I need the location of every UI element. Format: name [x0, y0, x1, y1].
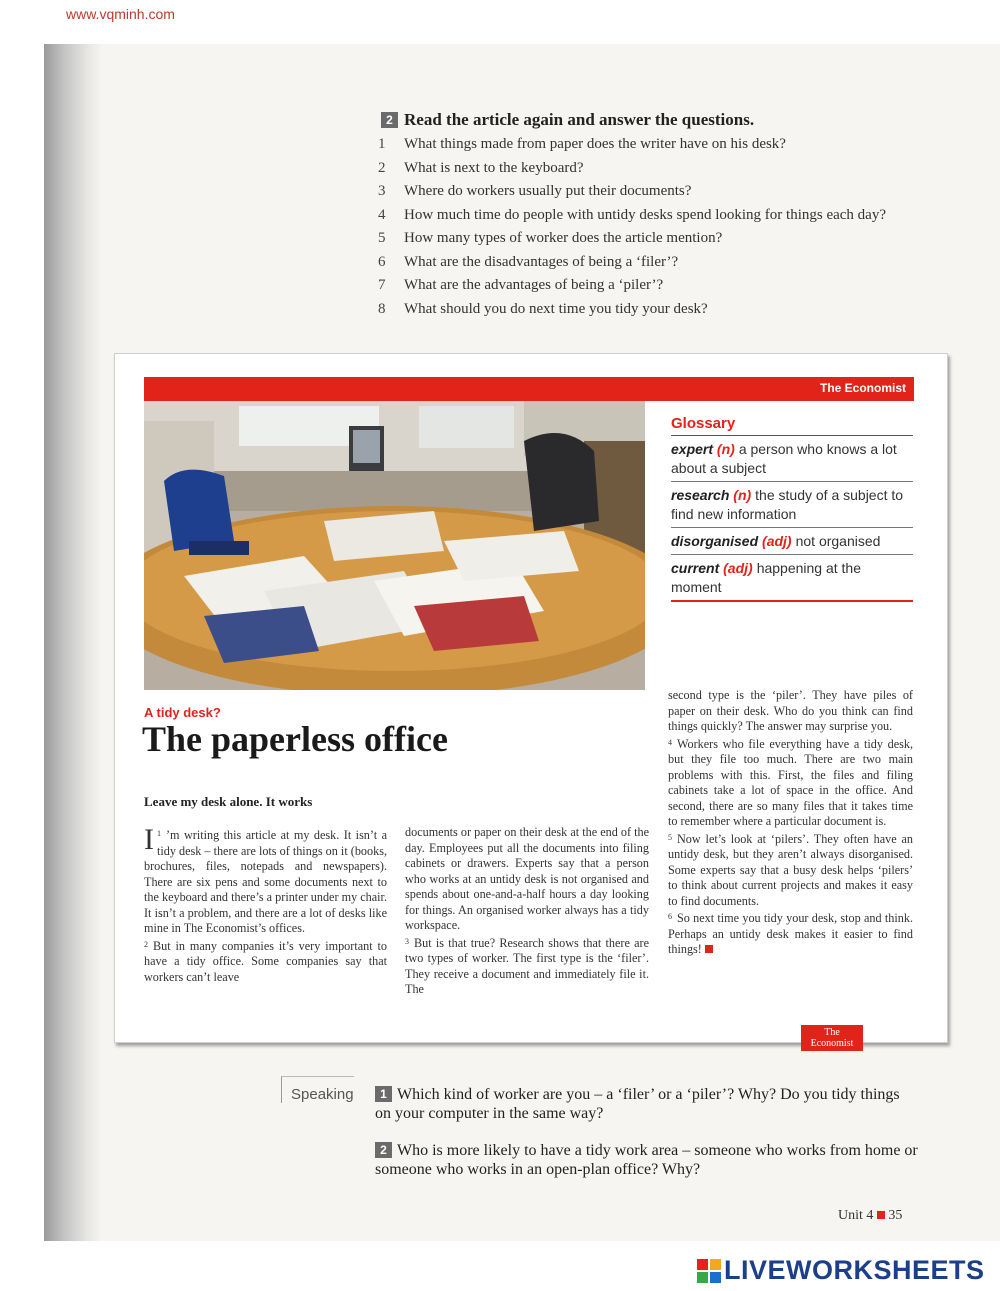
- paragraph-text: But is that true? Research shows that there are two types of worker. The first type is the ‘filer’. They receive a document and immediately file it. The: [405, 935, 649, 996]
- paragraph-text: Now let’s look at ‘pilers’. They often have an untidy desk, but they aren’t always disorganised. Some experts say that a busy desk helps ‘pilers’ to think about current projects and makes it easy to find documents.: [668, 831, 913, 908]
- paragraph-number: 5: [668, 832, 672, 842]
- logo-square: [710, 1259, 721, 1270]
- site-url[interactable]: www.vqminh.com: [66, 6, 175, 22]
- paragraph-text: But in many companies it’s very important to have a tidy office. Some companies say that workers can’t leave: [144, 938, 387, 984]
- paragraph-text: documents or paper on their desk at the end of the day. Employees put all the documents into filing cabinets or drawers. Experts say that a person who works at an untidy desk is not organised and spends about one-and-a-half hours a day looking for things. An organised worker always has a tidy workspace.: [405, 825, 649, 932]
- paragraph-number: 4: [668, 737, 672, 747]
- question-item: [378, 135, 918, 155]
- question-number: 5: [378, 230, 386, 246]
- office-desk-photo: [144, 401, 645, 690]
- glossary-entry: [671, 528, 913, 555]
- paragraph-number: 1: [157, 829, 161, 838]
- question-number: 1: [375, 1086, 392, 1102]
- logo-square: [710, 1272, 721, 1283]
- brand-name: LIVEWORKSHEETS: [724, 1255, 985, 1285]
- glossary-term: disorganised: [671, 533, 759, 549]
- question-text: Which kind of worker are you – a ‘filer’ or a ‘piler’? Why? Do you tidy things on your computer in the same way?: [375, 1086, 900, 1122]
- economist-logo: [801, 1025, 863, 1051]
- question-text: What things made from paper does the writer have on his desk?: [404, 136, 786, 152]
- speaking-question-1: [375, 1085, 915, 1123]
- question-text: How much time do people with untidy desks spend looking for things each day?: [404, 206, 886, 223]
- speaking-section-label: Speaking: [281, 1076, 354, 1103]
- paragraph-text: Workers who file everything have a tidy desk, but they file too much. There are two main problems with this. First, the files and filing cabinets take a lot of space in the office. And second, there are so many files that it takes time to remember where a particular document is.: [668, 736, 913, 828]
- article-column-1: [144, 823, 387, 985]
- paragraph-number: 2: [144, 939, 148, 949]
- exercise-number: 2: [381, 112, 398, 128]
- logo-grid-icon: [697, 1259, 721, 1283]
- glossary-entry: [671, 555, 913, 602]
- question-number: 3: [378, 183, 386, 199]
- question-number: 2: [378, 159, 386, 176]
- end-mark-icon: [705, 945, 713, 953]
- glossary-term: current: [671, 560, 720, 576]
- question-text: What is next to the keyboard?: [404, 159, 584, 176]
- part-of-speech: (adj): [762, 533, 792, 549]
- glossary-definition: happening at the moment: [671, 560, 862, 595]
- part-of-speech: (n): [733, 487, 752, 503]
- glossary-entry: [671, 482, 913, 528]
- question-text: What are the advantages of being a ‘piler’?: [404, 277, 664, 293]
- question-item: [378, 253, 918, 273]
- article-kicker: A tidy desk?: [144, 705, 221, 720]
- logo-line: Economist: [810, 1038, 854, 1049]
- question-item: [378, 300, 918, 320]
- paragraph-number: 6: [668, 912, 672, 921]
- unit-label: Unit 4: [838, 1208, 874, 1223]
- book-spine-shadow: [44, 44, 102, 1241]
- drop-cap: I: [144, 823, 154, 856]
- question-text: What should you do next time you tidy your desk?: [404, 300, 708, 317]
- part-of-speech: (adj): [723, 560, 753, 576]
- glossary-title: Glossary: [671, 415, 913, 436]
- paragraph-text: second type is the ‘piler’. They have piles of paper on their desk. Who do you think can find things quickly? The answer may surprise you.: [668, 688, 913, 733]
- glossary-definition: not organised: [795, 533, 881, 549]
- exercise-title: [381, 110, 754, 130]
- page-number: 35: [888, 1208, 903, 1223]
- paragraph-number: 3: [405, 936, 409, 946]
- question-number: 7: [378, 277, 386, 293]
- article-header-bar: [144, 377, 914, 401]
- article-standfirst: Leave my desk alone. It works: [144, 794, 313, 809]
- glossary-term: research: [671, 487, 730, 503]
- question-number: 6: [378, 253, 386, 270]
- question-item: [378, 206, 918, 226]
- logo-square: [697, 1259, 708, 1270]
- question-number: 2: [375, 1142, 392, 1158]
- question-item: [378, 276, 918, 296]
- glossary-definition: the study of a subject to find new information: [671, 487, 904, 522]
- question-text: What are the disadvantages of being a ‘filer’?: [404, 253, 679, 270]
- article-column-2: [405, 825, 649, 998]
- glossary-definition: a person who knows a lot about a subject: [671, 441, 897, 476]
- speaking-question-2: [375, 1141, 925, 1179]
- question-number: 4: [378, 206, 386, 223]
- glossary-box: [671, 415, 913, 602]
- article-column-3: [668, 688, 913, 958]
- part-of-speech: (n): [716, 441, 735, 457]
- question-text: Where do workers usually put their documents?: [404, 183, 692, 199]
- question-number: 1: [378, 136, 386, 152]
- logo-square: [697, 1272, 708, 1283]
- source-label: The Economist: [819, 381, 906, 395]
- question-number: 8: [378, 300, 386, 317]
- article-headline: The paperless office: [142, 719, 448, 759]
- question-item: [378, 182, 918, 202]
- question-item: [378, 159, 918, 179]
- glossary-entry: [671, 436, 913, 482]
- paragraph-text: ’m writing this article at my desk. It isn’t a tidy desk – there are lots of things on it (books, brochures, files, notepads and newspapers). There are six pens and some documents next to the keyboard and there’s a printer under my chair. It isn’t a problem, and there are a lot of desks like mine in The Economist’s offices.: [144, 828, 387, 935]
- question-item: [378, 229, 918, 249]
- exercise-instruction: Read the article again and answer the questions.: [404, 110, 755, 129]
- footer-square-icon: [877, 1211, 885, 1219]
- logo-line: The: [824, 1027, 840, 1038]
- question-text: Who is more likely to have a tidy work area – someone who works from home or someone who works in an open-plan office? Why?: [375, 1142, 918, 1178]
- page-footer: [838, 1208, 902, 1224]
- liveworksheets-logo[interactable]: [697, 1255, 985, 1286]
- glossary-term: expert: [671, 441, 714, 457]
- question-text: How many types of worker does the article mention?: [404, 230, 723, 246]
- question-list: [378, 135, 918, 323]
- paragraph-text: So next time you tidy your desk, stop and think. Perhaps an untidy desk makes it easier to find things!: [668, 911, 913, 956]
